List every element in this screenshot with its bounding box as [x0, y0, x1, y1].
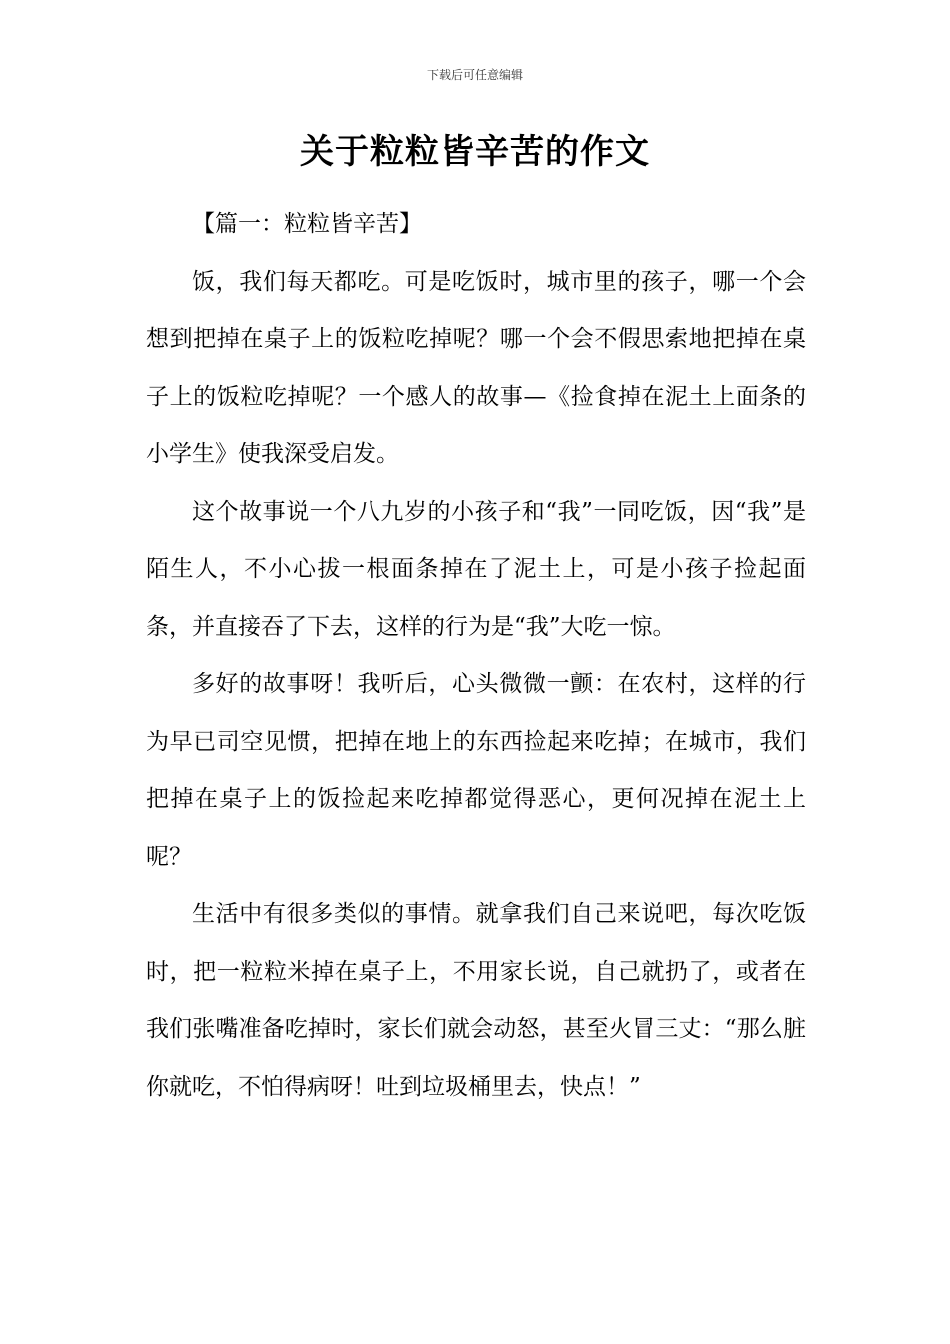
paragraph-1: 饭，我们每天都吃。可是吃饭时，城市里的孩子，哪一个会想到把掉在桌子上的饭粒吃掉呢？哪一个会不假思索地把掉在桌子上的饭粒吃掉呢？一个感人的故事—《捡食掉在泥土上面条的小学生》使我深受启发。 — [146, 268, 806, 467]
header-note: 下载后可任意编辑 — [426, 68, 523, 82]
document-title: 关于粒粒皆辛苦的作文 — [300, 132, 650, 172]
document-body — [146, 196, 806, 1116]
paragraph-4: 生活中有很多类似的事情。就拿我们自己来说吧，每次吃饭时，把一粒粒米掉在桌子上，不用家长说，自己就扔了，或者在我们张嘴准备吃掉时，家长们就会动怒，甚至火冒三丈：“那么脏你就吃，不怕得病呀！吐到垃圾桶里去，快点！” — [146, 901, 806, 1100]
section-heading: 【篇一：粒粒皆辛苦】 — [192, 211, 422, 237]
paragraph-2: 这个故事说一个八九岁的小孩子和“我”一同吃饭，因“我”是陌生人，不小心拔一根面条掉在了泥土上，可是小孩子捡起面条，并直接吞了下去，这样的行为是“我”大吃一惊。 — [146, 498, 806, 640]
paragraph-3: 多好的故事呀！我听后，心头微微一颤：在农村，这样的行为早已司空见惯，把掉在地上的东西捡起来吃掉；在城市，我们把掉在桌子上的饭捡起来吃掉都觉得恶心，更何况掉在泥土上呢？ — [146, 671, 806, 870]
